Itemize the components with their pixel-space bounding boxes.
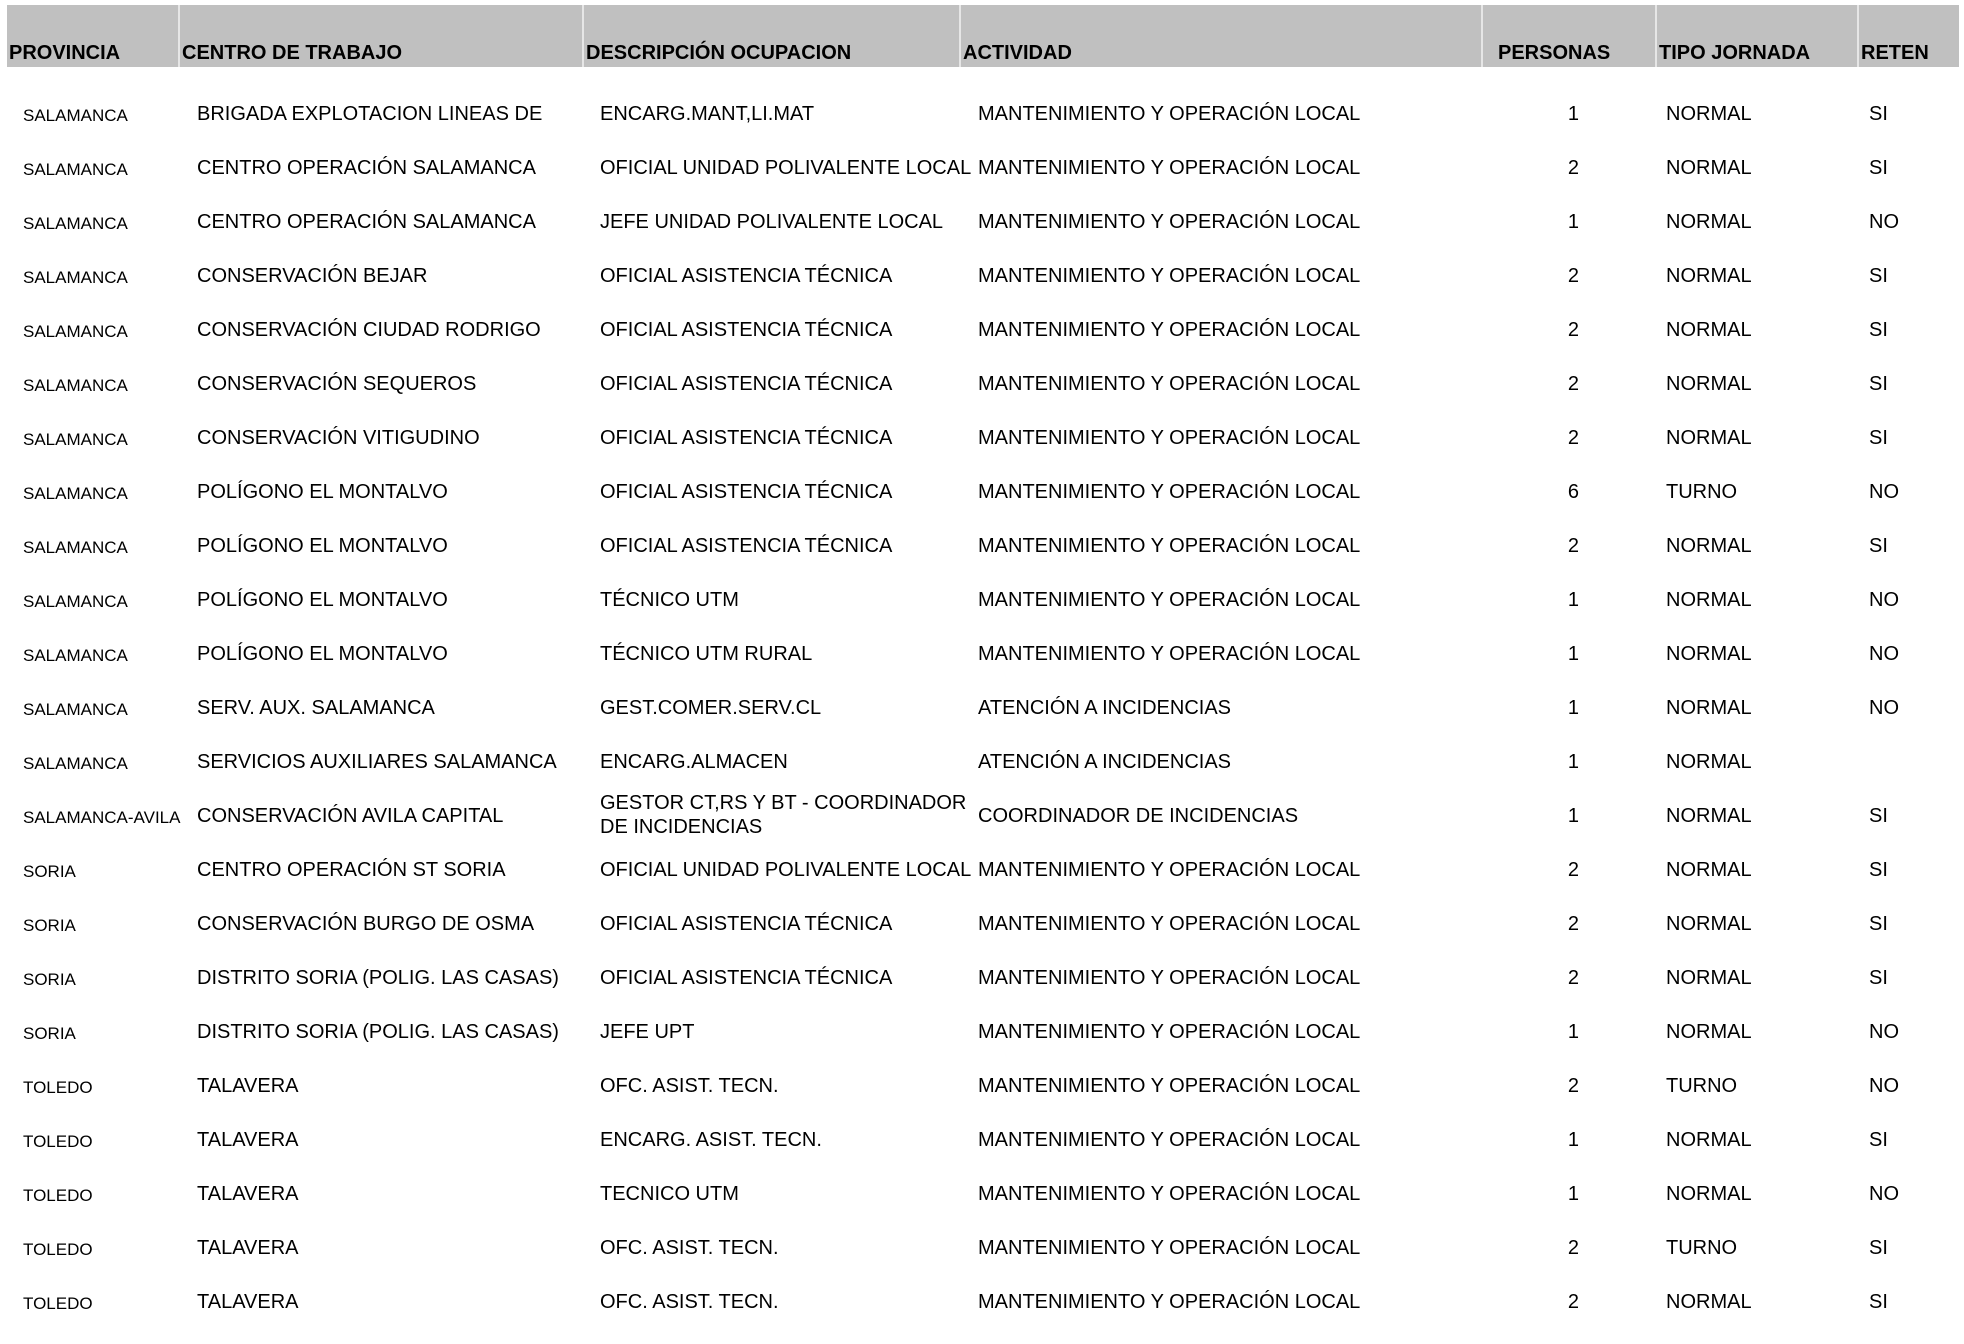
cell-provincia: TOLEDO	[23, 1240, 93, 1259]
cell-descripcion-ocupacion: JEFE UPT	[600, 1021, 695, 1043]
cell-descripcion-ocupacion: OFICIAL ASISTENCIA TÉCNICA	[600, 913, 893, 935]
cell-descripcion-ocupacion: ENCARG. ASIST. TECN.	[600, 1129, 822, 1151]
cell-centro-de-trabajo: SERVICIOS AUXILIARES SALAMANCA	[197, 751, 557, 773]
cell-reten: NO	[1869, 643, 1899, 665]
table-row	[7, 357, 1959, 411]
cell-actividad: MANTENIMIENTO Y OPERACIÓN LOCAL	[978, 913, 1361, 935]
cell-centro-de-trabajo: DISTRITO SORIA (POLIG. LAS CASAS)	[197, 967, 559, 989]
table-row	[7, 1221, 1959, 1275]
cell-reten: NO	[1869, 1021, 1899, 1043]
cell-personas: 2	[1567, 859, 1579, 881]
cell-personas: 2	[1567, 427, 1579, 449]
cell-provincia: SALAMANCA	[23, 484, 128, 503]
cell-centro-de-trabajo: CENTRO OPERACIÓN SALAMANCA	[197, 211, 536, 233]
cell-personas: 2	[1567, 319, 1579, 341]
table-row	[7, 87, 1959, 141]
cell-reten: SI	[1869, 967, 1888, 989]
cell-actividad: MANTENIMIENTO Y OPERACIÓN LOCAL	[978, 1183, 1361, 1205]
cell-provincia: SORIA	[23, 862, 76, 881]
cell-tipo-jornada: TURNO	[1666, 1075, 1738, 1097]
cell-personas: 1	[1567, 643, 1579, 665]
cell-provincia: SORIA	[23, 916, 76, 935]
cell-reten: NO	[1869, 211, 1899, 233]
table-row	[7, 789, 1959, 843]
cell-actividad: MANTENIMIENTO Y OPERACIÓN LOCAL	[978, 265, 1361, 287]
cell-personas: 2	[1567, 265, 1579, 287]
cell-personas: 1	[1567, 211, 1579, 233]
cell-centro-de-trabajo: TALAVERA	[197, 1291, 299, 1313]
cell-centro-de-trabajo: CENTRO OPERACIÓN ST SORIA	[197, 859, 506, 881]
cell-descripcion-ocupacion: GESTOR CT,RS Y BT - COORDINADOR DE INCIDENCIAS	[600, 792, 967, 838]
cell-personas: 1	[1567, 751, 1579, 773]
cell-centro-de-trabajo: CONSERVACIÓN SEQUEROS	[197, 373, 477, 395]
cell-centro-de-trabajo: TALAVERA	[197, 1237, 299, 1259]
cell-personas: 1	[1567, 589, 1579, 611]
cell-tipo-jornada: NORMAL	[1666, 265, 1752, 287]
cell-descripcion-ocupacion: ENCARG.ALMACEN	[600, 751, 788, 773]
cell-tipo-jornada: NORMAL	[1666, 589, 1752, 611]
header-centro-de-trabajo: CENTRO DE TRABAJO	[180, 5, 584, 67]
cell-tipo-jornada: NORMAL	[1666, 211, 1752, 233]
cell-centro-de-trabajo: BRIGADA EXPLOTACION LINEAS DE	[197, 103, 543, 125]
cell-provincia: SALAMANCA-AVILA	[23, 808, 181, 827]
cell-reten: NO	[1869, 481, 1899, 503]
cell-reten: NO	[1869, 1075, 1899, 1097]
cell-tipo-jornada: TURNO	[1666, 1237, 1738, 1259]
cell-descripcion-ocupacion: OFICIAL ASISTENCIA TÉCNICA	[600, 481, 893, 503]
table-row	[7, 1167, 1959, 1221]
cell-tipo-jornada: NORMAL	[1666, 805, 1752, 827]
table-row	[7, 573, 1959, 627]
cell-centro-de-trabajo: DISTRITO SORIA (POLIG. LAS CASAS)	[197, 1021, 559, 1043]
cell-centro-de-trabajo: TALAVERA	[197, 1183, 299, 1205]
table-row	[7, 195, 1959, 249]
table-row	[7, 1275, 1959, 1329]
cell-descripcion-ocupacion: ENCARG.MANT,LI.MAT	[600, 103, 815, 125]
cell-centro-de-trabajo: CONSERVACIÓN BEJAR	[197, 265, 428, 287]
cell-reten	[1869, 735, 1949, 789]
cell-actividad: MANTENIMIENTO Y OPERACIÓN LOCAL	[978, 373, 1361, 395]
cell-descripcion-ocupacion: OFICIAL ASISTENCIA TÉCNICA	[600, 427, 893, 449]
cell-actividad: MANTENIMIENTO Y OPERACIÓN LOCAL	[978, 535, 1361, 557]
cell-descripcion-ocupacion: TECNICO UTM	[600, 1183, 739, 1205]
cell-centro-de-trabajo: POLÍGONO EL MONTALVO	[197, 589, 448, 611]
cell-personas: 2	[1567, 1291, 1579, 1313]
cell-personas: 2	[1567, 373, 1579, 395]
table-row	[7, 627, 1959, 681]
cell-descripcion-ocupacion: OFICIAL UNIDAD POLIVALENTE LOCAL	[600, 157, 972, 179]
cell-descripcion-ocupacion: OFC. ASIST. TECN.	[600, 1075, 779, 1097]
cell-reten: NO	[1869, 1183, 1899, 1205]
cell-provincia: SALAMANCA	[23, 538, 128, 557]
cell-provincia: SALAMANCA	[23, 700, 128, 719]
cell-reten: SI	[1869, 535, 1888, 557]
table-row	[7, 951, 1959, 1005]
cell-provincia: TOLEDO	[23, 1078, 93, 1097]
cell-personas: 1	[1567, 1129, 1579, 1151]
cell-tipo-jornada: NORMAL	[1666, 751, 1752, 773]
cell-actividad: MANTENIMIENTO Y OPERACIÓN LOCAL	[978, 427, 1361, 449]
table-row	[7, 1005, 1959, 1059]
cell-reten: SI	[1869, 373, 1888, 395]
cell-provincia: SALAMANCA	[23, 646, 128, 665]
cell-descripcion-ocupacion: OFICIAL ASISTENCIA TÉCNICA	[600, 535, 893, 557]
cell-actividad: MANTENIMIENTO Y OPERACIÓN LOCAL	[978, 319, 1361, 341]
cell-centro-de-trabajo: CONSERVACIÓN BURGO DE OSMA	[197, 913, 535, 935]
cell-actividad: MANTENIMIENTO Y OPERACIÓN LOCAL	[978, 157, 1361, 179]
cell-provincia: SALAMANCA	[23, 106, 128, 125]
cell-personas: 2	[1567, 913, 1579, 935]
table-row	[7, 1059, 1959, 1113]
cell-descripcion-ocupacion: OFICIAL UNIDAD POLIVALENTE LOCAL	[600, 859, 972, 881]
cell-centro-de-trabajo: SERV. AUX. SALAMANCA	[197, 697, 435, 719]
cell-centro-de-trabajo: TALAVERA	[197, 1075, 299, 1097]
cell-tipo-jornada: NORMAL	[1666, 535, 1752, 557]
header-actividad: ACTIVIDAD	[961, 5, 1483, 67]
table-row	[7, 735, 1959, 789]
table-row	[7, 465, 1959, 519]
header-descripcion-ocupacion: DESCRIPCIÓN OCUPACION	[584, 5, 961, 67]
cell-actividad: MANTENIMIENTO Y OPERACIÓN LOCAL	[978, 481, 1361, 503]
cell-actividad: MANTENIMIENTO Y OPERACIÓN LOCAL	[978, 967, 1361, 989]
cell-reten: NO	[1869, 697, 1899, 719]
cell-personas: 1	[1567, 805, 1579, 827]
header-provincia: PROVINCIA	[7, 5, 180, 67]
cell-provincia: SALAMANCA	[23, 754, 128, 773]
cell-personas: 1	[1567, 1183, 1579, 1205]
cell-descripcion-ocupacion: GEST.COMER.SERV.CL	[600, 697, 822, 719]
cell-tipo-jornada: NORMAL	[1666, 1021, 1752, 1043]
cell-reten: SI	[1869, 319, 1888, 341]
cell-tipo-jornada: TURNO	[1666, 481, 1738, 503]
cell-provincia: SALAMANCA	[23, 214, 128, 233]
cell-descripcion-ocupacion: OFC. ASIST. TECN.	[600, 1291, 779, 1313]
cell-centro-de-trabajo: CONSERVACIÓN AVILA CAPITAL	[197, 805, 504, 827]
cell-actividad: MANTENIMIENTO Y OPERACIÓN LOCAL	[978, 859, 1361, 881]
cell-tipo-jornada: NORMAL	[1666, 427, 1752, 449]
cell-tipo-jornada: NORMAL	[1666, 1129, 1752, 1151]
cell-personas: 2	[1567, 535, 1579, 557]
cell-reten: NO	[1869, 589, 1899, 611]
cell-descripcion-ocupacion: TÉCNICO UTM RURAL	[600, 643, 813, 665]
cell-personas: 2	[1567, 1237, 1579, 1259]
header-tipo-jornada: TIPO JORNADA	[1657, 5, 1859, 67]
cell-centro-de-trabajo: CONSERVACIÓN VITIGUDINO	[197, 427, 480, 449]
table-row	[7, 1113, 1959, 1167]
cell-personas: 1	[1567, 697, 1579, 719]
cell-tipo-jornada: NORMAL	[1666, 103, 1752, 125]
cell-provincia: TOLEDO	[23, 1294, 93, 1313]
cell-centro-de-trabajo: POLÍGONO EL MONTALVO	[197, 481, 448, 503]
table-body	[7, 87, 1959, 1329]
table-row	[7, 141, 1959, 195]
cell-tipo-jornada: NORMAL	[1666, 913, 1752, 935]
cell-provincia: TOLEDO	[23, 1132, 93, 1151]
cell-provincia: SALAMANCA	[23, 160, 128, 179]
cell-descripcion-ocupacion: OFICIAL ASISTENCIA TÉCNICA	[600, 265, 893, 287]
table-row	[7, 843, 1959, 897]
cell-reten: SI	[1869, 1237, 1888, 1259]
cell-provincia: SALAMANCA	[23, 268, 128, 287]
cell-reten: SI	[1869, 427, 1888, 449]
cell-reten: SI	[1869, 1291, 1888, 1313]
header-reten: RETEN	[1861, 42, 1929, 64]
cell-descripcion-ocupacion: TÉCNICO UTM	[600, 589, 739, 611]
cell-centro-de-trabajo: CENTRO OPERACIÓN SALAMANCA	[197, 157, 536, 179]
cell-descripcion-ocupacion: OFICIAL ASISTENCIA TÉCNICA	[600, 319, 893, 341]
table-row	[7, 519, 1959, 573]
cell-reten: SI	[1869, 859, 1888, 881]
cell-provincia: TOLEDO	[23, 1186, 93, 1205]
cell-actividad: MANTENIMIENTO Y OPERACIÓN LOCAL	[978, 1237, 1361, 1259]
cell-provincia: SALAMANCA	[23, 592, 128, 611]
cell-personas: 2	[1567, 157, 1579, 179]
cell-tipo-jornada: NORMAL	[1666, 319, 1752, 341]
cell-reten: SI	[1869, 265, 1888, 287]
cell-centro-de-trabajo: CONSERVACIÓN CIUDAD RODRIGO	[197, 319, 541, 341]
cell-reten: SI	[1869, 913, 1888, 935]
table-header	[7, 5, 1959, 67]
header-personas: PERSONAS	[1483, 5, 1657, 67]
cell-actividad: MANTENIMIENTO Y OPERACIÓN LOCAL	[978, 643, 1361, 665]
cell-tipo-jornada: NORMAL	[1666, 967, 1752, 989]
cell-tipo-jornada: NORMAL	[1666, 157, 1752, 179]
cell-provincia: SORIA	[23, 970, 76, 989]
cell-descripcion-ocupacion: OFICIAL ASISTENCIA TÉCNICA	[600, 967, 893, 989]
cell-descripcion-ocupacion: JEFE UNIDAD POLIVALENTE LOCAL	[600, 211, 944, 233]
cell-personas: 1	[1567, 103, 1579, 125]
cell-centro-de-trabajo: TALAVERA	[197, 1129, 299, 1151]
table-row	[7, 303, 1959, 357]
cell-actividad: MANTENIMIENTO Y OPERACIÓN LOCAL	[978, 1291, 1361, 1313]
cell-actividad: MANTENIMIENTO Y OPERACIÓN LOCAL	[978, 103, 1361, 125]
cell-reten: SI	[1869, 157, 1888, 179]
table-row	[7, 411, 1959, 465]
cell-personas: 6	[1567, 481, 1579, 503]
cell-actividad: COORDINADOR DE INCIDENCIAS	[978, 805, 1299, 827]
spreadsheet-table	[7, 5, 1959, 1313]
cell-tipo-jornada: NORMAL	[1666, 643, 1752, 665]
cell-actividad: ATENCIÓN A INCIDENCIAS	[978, 697, 1232, 719]
cell-centro-de-trabajo: POLÍGONO EL MONTALVO	[197, 535, 448, 557]
cell-descripcion-ocupacion: OFICIAL ASISTENCIA TÉCNICA	[600, 373, 893, 395]
cell-tipo-jornada: NORMAL	[1666, 697, 1752, 719]
cell-tipo-jornada: NORMAL	[1666, 1183, 1752, 1205]
table-row	[7, 249, 1959, 303]
cell-actividad: MANTENIMIENTO Y OPERACIÓN LOCAL	[978, 1129, 1361, 1151]
table-row	[7, 897, 1959, 951]
cell-centro-de-trabajo: POLÍGONO EL MONTALVO	[197, 643, 448, 665]
cell-tipo-jornada: NORMAL	[1666, 1291, 1752, 1313]
cell-reten: SI	[1869, 805, 1888, 827]
cell-actividad: MANTENIMIENTO Y OPERACIÓN LOCAL	[978, 589, 1361, 611]
table-row	[7, 681, 1959, 735]
cell-actividad: ATENCIÓN A INCIDENCIAS	[978, 751, 1232, 773]
cell-tipo-jornada: NORMAL	[1666, 373, 1752, 395]
cell-actividad: MANTENIMIENTO Y OPERACIÓN LOCAL	[978, 1075, 1361, 1097]
cell-provincia: SALAMANCA	[23, 430, 128, 449]
cell-personas: 1	[1567, 1021, 1579, 1043]
cell-provincia: SORIA	[23, 1024, 76, 1043]
cell-actividad: MANTENIMIENTO Y OPERACIÓN LOCAL	[978, 211, 1361, 233]
cell-reten: SI	[1869, 1129, 1888, 1151]
cell-personas: 2	[1567, 1075, 1579, 1097]
cell-provincia: SALAMANCA	[23, 322, 128, 341]
cell-descripcion-ocupacion: OFC. ASIST. TECN.	[600, 1237, 779, 1259]
cell-reten: SI	[1869, 103, 1888, 125]
cell-personas: 2	[1567, 967, 1579, 989]
cell-actividad: MANTENIMIENTO Y OPERACIÓN LOCAL	[978, 1021, 1361, 1043]
cell-tipo-jornada: NORMAL	[1666, 859, 1752, 881]
cell-provincia: SALAMANCA	[23, 376, 128, 395]
